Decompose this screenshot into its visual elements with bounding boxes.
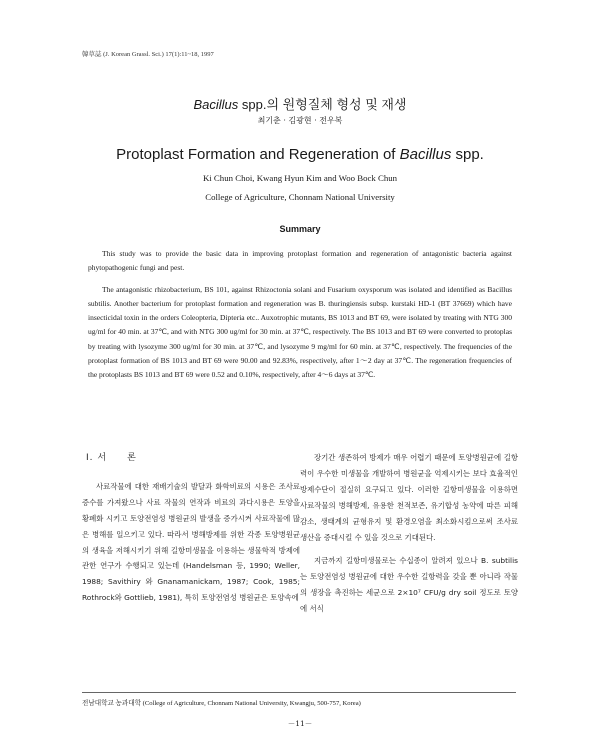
korean-title-genus: Bacillus xyxy=(193,97,239,112)
english-affiliation: College of Agriculture, Chonnam National University xyxy=(205,192,395,202)
page-number: －11－ xyxy=(287,719,313,728)
footnote-divider xyxy=(82,692,516,693)
journal-citation: 韓草誌 (J. Korean Grassl. Sci.) 17(1):11~18, 1997 xyxy=(82,51,214,58)
abstract-paragraph-1: This study was to provide the basic data in improving protoplast formation and regeneration of antagonistic bacteria against phytopathogenic fungi and pest. xyxy=(88,249,512,273)
korean-title xyxy=(0,94,600,113)
english-title-main: Protoplast Formation and Regeneration of xyxy=(116,146,400,163)
korean-title-rest: spp.의 원형질체 형성 및 재생 xyxy=(238,97,407,112)
english-title xyxy=(0,146,600,163)
left-column xyxy=(82,450,300,606)
english-authors: Ki Chun Choi, Kwang Hyun Kim and Woo Bock Chun xyxy=(202,173,398,183)
right-column-paragraph-2: 지금까지 길항미생물로는 수십종이 알려져 있으나 B. subtilis는 토양전염성 병원균에 대한 우수한 길항력을 갖을 뿐 아니라 작물의 생장을 촉진하는 세균으로 2×10⁷ CFU/g dry soil 정도로 토양에 서식 xyxy=(300,556,518,614)
abstract xyxy=(88,247,512,390)
right-column xyxy=(300,450,518,617)
right-column-paragraph-1: 장기간 생존하여 방제가 매우 어렵기 때문에 토양병원균에 길항력이 우수한 미생물을 개발하여 병원균을 억제시키는 보다 효율적인 방제수단이 절실히 요구되고 있다. 이러한 길항미생물을 이용하면 사료작물의 병해방제, 유용한 천적보존, 유기합성 농약에 따른 피해감소, 생태계의 균형유지 및 환경오염을 최소화시킴으로써 조사료 생산을 증대시킬 수 있을 것으로 기대된다. xyxy=(300,453,518,542)
english-title-genus: Bacillus xyxy=(399,146,452,163)
korean-authors: 최기춘 · 김광현 · 전우복 xyxy=(257,116,343,125)
english-title-tail: spp. xyxy=(451,146,484,163)
introduction-heading: Ⅰ. 서 론 xyxy=(86,453,137,463)
abstract-paragraph-2: The antagonistic rhizobacterium, BS 101, against Rhizoctonia solani and Fusarium oxysporum was isolated and identified as Bacillus subtilis. Another bacterium for protoplast formation and regeneration was B. thuringiensis subsp. kurstaki HD-1 (BT 37669) which have insecticidal toxin in the orders Coleopteria, Dipteria etc.. Auxotrophic mutants, BS 1013 and BT 69, were isolated by treating with NTG 300 ug/ml for 40 min. at 37℃, and with NTG 300 ug/ml for 30 min. at 37℃, respectively. The BS 1013 and BT 69 were converted to protoplas by treating with lysozyme 300 ug/ml for 30 min. at 37℃, and lysozyme 9 mg/ml for 60 min. at 37℃, respectively. The frequencies of the protoplast formation of BS 1013 and BT 69 were 90.00 and 92.83%, respectively, after 1～2 day at 37℃. The regeneration frequencies of the protoplasts BS 1013 and BT 69 were 0.52 and 0.10%, respectively, after 4～6 days at 37℃. xyxy=(88,284,512,380)
footnote: 전남대학교 농과대학 (College of Agriculture, Chonnam National University, Kwangju, 500-757, Korea) xyxy=(82,700,361,707)
left-column-paragraph: 사료작물에 대한 재배기술의 발달과 화학비료의 시용은 조사료 증수를 가져왔으나 사료 작물의 연작과 비료의 과다시용은 토양을 황폐화 시키고 토양전염성 병원균의 발생을 증가시켜 사료작물에 많은 병해를 일으키고 있다. 따라서 병해방제를 위한 각종 토양병원균의 생육을 저해시키기 위해 길항미생물을 이용하는 생물학적 방제에 관한 연구가 수행되고 있는데 (Handelsman 등, 1990; Weller, 1988; Savithiry 와 Gnanamanickam, 1987; Cook, 1985; Rothrock와 Gottlieb, 1981), 특히 토양전염성 병원균은 토양속에 xyxy=(82,481,300,603)
summary-heading: Summary xyxy=(279,224,321,234)
